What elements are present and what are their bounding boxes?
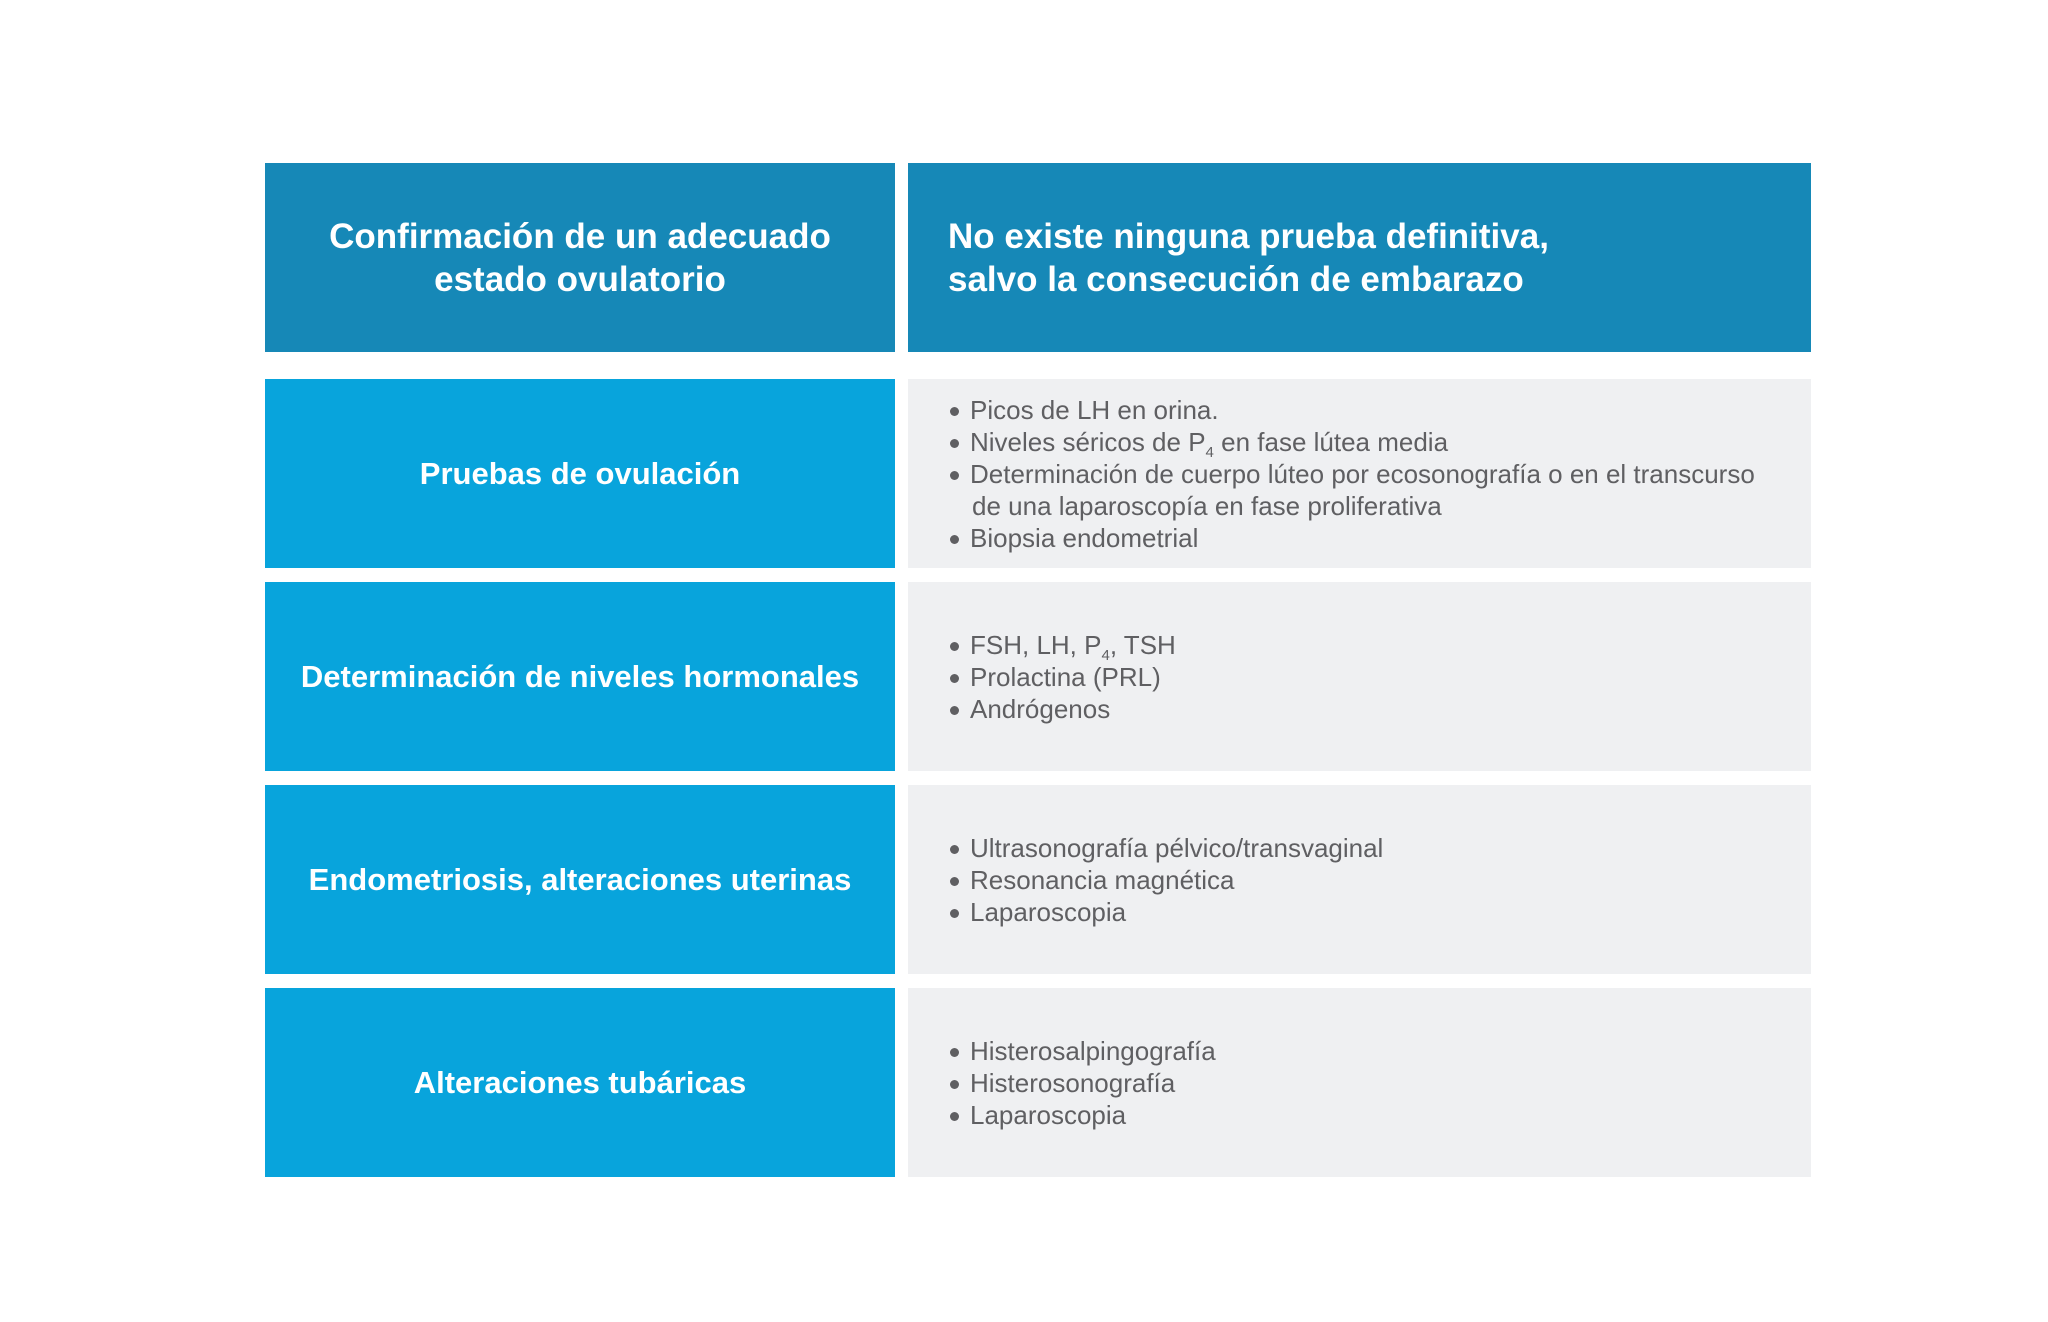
bullet-list (950, 629, 1176, 725)
list-item: Andrógenos (950, 693, 1176, 725)
header-left-line-1: Confirmación de un adecuado (329, 216, 831, 256)
table-row (265, 785, 1811, 974)
item-text: , TSH (1109, 629, 1176, 660)
list-item: Picos de LH en orina. (950, 394, 1755, 426)
row-label-cell (265, 379, 895, 568)
list-item-continuation: de una laparoscopía en fase proliferativa (972, 490, 1442, 521)
list-item: Prolactina (PRL) (950, 661, 1176, 693)
row-content-cell (908, 582, 1811, 771)
row-label-cell (265, 988, 895, 1177)
bullet-list (950, 832, 1383, 928)
row-content-cell (908, 379, 1811, 568)
list-item: Laparoscopia (950, 1099, 1216, 1131)
list-item: Laparoscopia (950, 896, 1383, 928)
list-item (950, 426, 1755, 461)
row-title: Endometriosis, alteraciones uterinas (308, 861, 852, 897)
row-title: Determinación de niveles hormonales (300, 658, 860, 694)
header-left-cell (265, 163, 895, 352)
row-content-cell (908, 988, 1811, 1177)
row-content-cell (908, 785, 1811, 974)
diagnostic-table (265, 163, 1811, 1191)
list-item: Biopsia endometrial (950, 522, 1755, 554)
bullet-list (950, 1035, 1216, 1131)
header-right-line-2: salvo la consecución de embarazo (948, 259, 1524, 299)
header-right-cell (908, 163, 1811, 352)
list-item: Histerosonografía (950, 1067, 1216, 1099)
list-item: Histerosalpingografía (950, 1035, 1216, 1067)
row-title: Pruebas de ovulación (419, 455, 741, 491)
header-right-line-1: No existe ninguna prueba definitiva, (948, 216, 1549, 256)
list-item (950, 629, 1176, 664)
item-subscript: 4 (1101, 646, 1110, 664)
item-text: FSH, LH, P (970, 629, 1102, 660)
item-text: en fase lútea media (1213, 426, 1449, 457)
row-title: Alteraciones tubáricas (413, 1064, 747, 1100)
item-subscript: 4 (1205, 443, 1214, 461)
list-item: Determinación de cuerpo lúteo por ecosonografía o en el transcurso (950, 458, 1755, 490)
row-label-cell (265, 582, 895, 771)
table-row (265, 379, 1811, 568)
header-left-line-2: estado ovulatorio (434, 259, 726, 299)
bullet-list (950, 394, 1755, 554)
table-header-row (265, 163, 1811, 352)
item-text: Niveles séricos de P (970, 426, 1206, 457)
list-item: Resonancia magnética (950, 864, 1383, 896)
table-row (265, 582, 1811, 771)
row-label-cell (265, 785, 895, 974)
table-row (265, 988, 1811, 1177)
list-item: Ultrasonografía pélvico/transvaginal (950, 832, 1383, 864)
